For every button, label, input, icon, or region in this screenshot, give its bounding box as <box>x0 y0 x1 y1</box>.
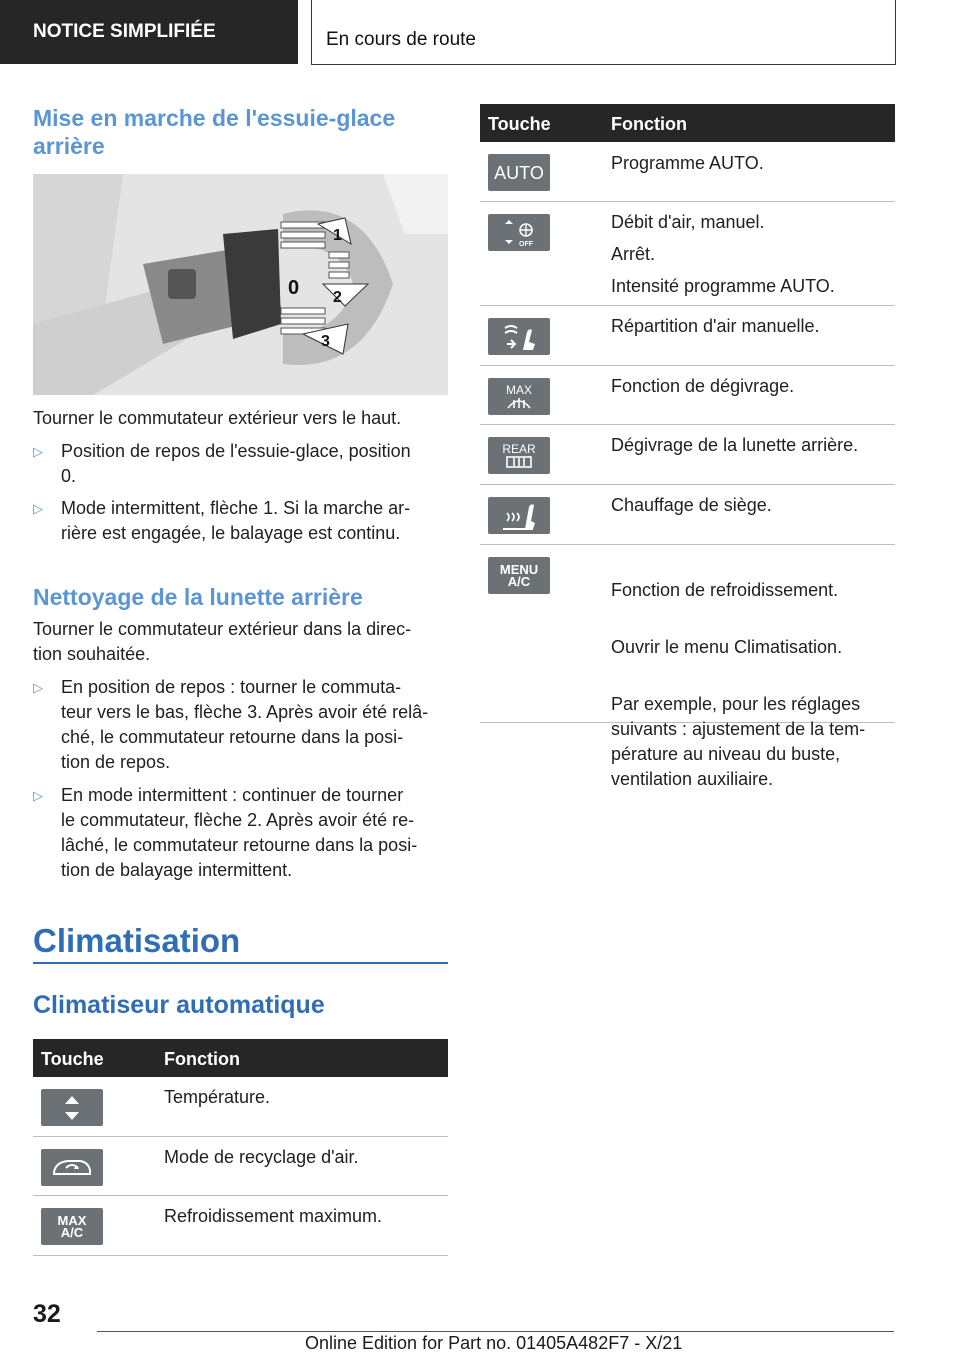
climate-table-1 <box>33 1039 448 1256</box>
section-title: NOTICE SIMPLIFIÉE <box>33 21 216 42</box>
recirculation-icon <box>41 1149 103 1186</box>
section-tab <box>0 0 298 64</box>
bullet-triangle-icon: ▷ <box>33 501 43 516</box>
table-header <box>480 104 895 142</box>
arrow-label-1: 1 <box>333 227 342 244</box>
rear-defrost-icon: REAR <box>488 437 550 474</box>
temperature-arrows-icon <box>41 1089 103 1126</box>
max-defrost-icon: MAX <box>488 378 550 415</box>
wiper-intro: Tourner le commutateur extérieur vers le haut. <box>33 408 402 428</box>
bullet-triangle-icon: ▷ <box>33 680 43 695</box>
table-row <box>33 1077 448 1137</box>
heading-rule <box>33 962 448 964</box>
row-function: Chauffage de siège. <box>611 495 772 515</box>
climate-heading: Climatisation <box>33 922 241 959</box>
air-distribution-icon <box>488 318 550 355</box>
climate-table-2 <box>480 104 895 789</box>
wiper-heading-line1: Mise en marche de l'essuie-glace <box>33 105 396 131</box>
seat-heating-icon <box>488 497 550 534</box>
col-key-header: Touche <box>488 114 551 134</box>
arrow-label-2: 2 <box>333 289 342 306</box>
table-row <box>33 1196 448 1256</box>
table-row <box>480 545 895 789</box>
wiper-bullet: ▷ Position de repos de l'essuie-glace, position 0. <box>33 441 411 486</box>
table-row <box>480 366 895 425</box>
col-fn-header: Fonction <box>611 114 687 134</box>
cleaning-bullet: ▷ En mode intermittent : continuer de tourner le commutateur, flèche 2. Après avoir été re- lâché, le commutateur retourne dans la posi- tion de balayage intermittent. <box>33 785 418 880</box>
row-function: Fonction de refroidissement. Ouvrir le menu Climatisation. Par exemple, pour les réglages suivants : ajustement de la tem- pérature au niveau du buste, ventilation auxiliaire. <box>611 580 866 789</box>
page-number: 32 <box>33 1300 61 1328</box>
table-row <box>480 425 895 485</box>
position-label-0: 0 <box>288 277 300 299</box>
row-function: Mode de recyclage d'air. <box>164 1147 359 1167</box>
footer-rule <box>97 1331 894 1332</box>
wiper-heading-line2: arrière <box>33 133 105 159</box>
svg-text:OFF: OFF <box>519 240 533 248</box>
row-function: Température. <box>164 1087 271 1107</box>
wiper-switch-illustration <box>33 174 448 395</box>
col-key-header: Touche <box>41 1049 104 1069</box>
fan-off-icon <box>488 214 550 251</box>
auto-climate-heading: Climatiseur automatique <box>33 991 325 1019</box>
chapter-title: En cours de route <box>326 29 476 50</box>
table-row <box>480 142 895 202</box>
row-function: Dégivrage de la lunette arrière. <box>611 435 859 455</box>
table-row <box>480 306 895 366</box>
auto-icon: AUTO <box>488 154 550 191</box>
table-row <box>33 1137 448 1196</box>
max-ac-icon: MAX A/C <box>41 1208 103 1245</box>
arrow-label-3: 3 <box>321 333 330 350</box>
wiper-heading <box>33 104 395 160</box>
bullet-triangle-icon: ▷ <box>33 788 43 803</box>
row-function: Programme AUTO. <box>611 153 764 173</box>
footer-edition: Online Edition for Part no. 01405A482F7 - X/21 <box>305 1333 683 1353</box>
row-function: Débit d'air, manuel. Arrêt. Intensité programme AUTO. <box>611 212 835 296</box>
cleaning-heading: Nettoyage de la lunette arrière <box>33 584 363 610</box>
table-row <box>480 202 895 306</box>
row-function: Refroidissement maximum. <box>164 1206 383 1226</box>
chapter-tab <box>311 0 896 65</box>
cleaning-bullet: ▷ En position de repos : tourner le commuta- teur vers le bas, flèche 3. Après avoir été relâ- ché, le commutateur retourne dans la posi- tion de repos. <box>33 677 429 772</box>
row-function: Répartition d'air manuelle. <box>611 316 820 336</box>
table-row <box>480 485 895 545</box>
menu-ac-icon: MENU A/C <box>488 557 550 594</box>
row-function: Fonction de dégivrage. <box>611 376 795 396</box>
cleaning-intro: Tourner le commutateur extérieur dans la direc- tion souhaitée. <box>33 619 412 664</box>
wiper-bullet: ▷ Mode intermittent, flèche 1. Si la marche ar- rière est engagée, le balayage est continu. <box>33 498 411 543</box>
bullet-triangle-icon: ▷ <box>33 444 43 459</box>
table-header <box>33 1039 448 1077</box>
col-fn-header: Fonction <box>164 1049 240 1069</box>
wiper-switch-figure <box>33 174 448 395</box>
